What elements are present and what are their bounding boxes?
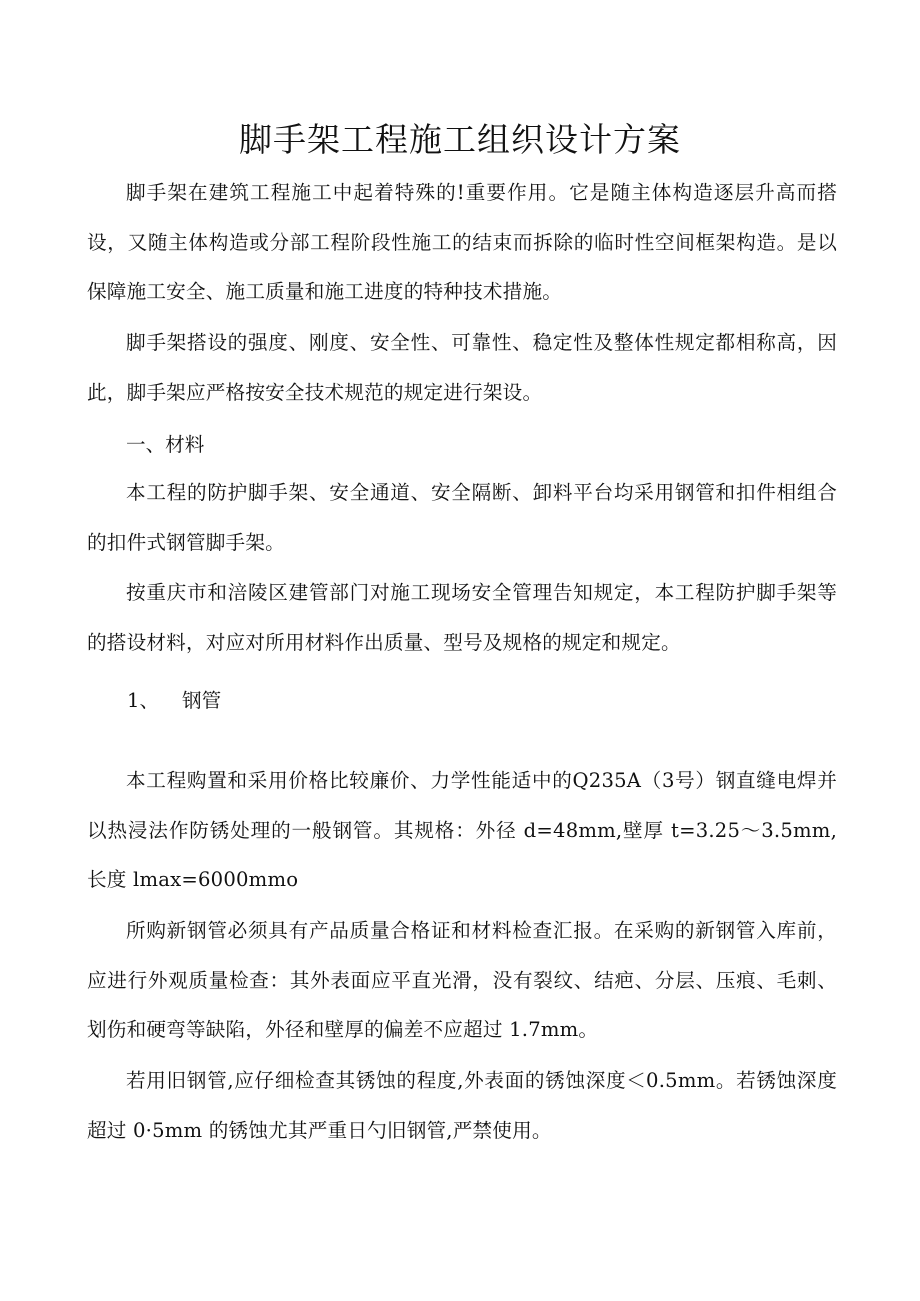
subsection-number: 1、 xyxy=(127,689,160,712)
paragraph-new-pipe-inspection: 所购新钢管必须具有产品质量合格证和材料检查汇报。在采购的新钢管入库前，应进行外观质量检查：其外表面应平直光滑，没有裂纹、结疤、分层、压痕、毛刺、划伤和硬弯等缺陷，外径和壁厚的偏差不应超过 1.7mm。 xyxy=(87,919,837,1041)
paragraph-old-pipe-corrosion: 若用旧钢管,应仔细检查其锈蚀的程度,外表面的锈蚀深度＜0.5mm。若锈蚀深度超过 0·5mm 的锈蚀尤其严重日勺旧钢管,严禁使用。 xyxy=(87,1069,837,1142)
paragraph-requirements: 脚手架搭设的强度、刚度、安全性、可靠性、稳定性及整体性规定都相称高，因此，脚手架应严格按安全技术规范的规定进行架设。 xyxy=(87,331,837,404)
subsection-heading-steel-pipe xyxy=(127,686,221,716)
section-heading-materials: 一、材料 xyxy=(126,433,205,456)
paragraph-intro: 脚手架在建筑工程施工中起着特殊的!重要作用。它是随主体构造逐层升高而搭设，又随主体构造或分部工程阶段性施工的结束而拆除的临时性空间框架构造。是以保障施工安全、施工质量和施工进度的特种技术措施。 xyxy=(87,181,837,303)
paragraph-material-rules: 按重庆市和涪陵区建管部门对施工现场安全管理告知规定，本工程防护脚手架等的搭设材料，对应对所用材料作出质量、型号及规格的规定和规定。 xyxy=(87,581,837,654)
subsection-label: 钢管 xyxy=(182,689,222,712)
paragraph-pipe-spec: 本工程购置和采用价格比较廉价、力学性能适中的Q235A（3号）钢直缝电焊并以热浸法作防锈处理的一般钢管。其规格：外径 d=48mm,壁厚 t=3.25～3.5mm,长度 lmax=6000mmo xyxy=(87,769,837,891)
document-title: 脚手架工程施工组织设计方案 xyxy=(239,120,681,159)
paragraph-scaffold-type: 本工程的防护脚手架、安全通道、安全隔断、卸料平台均采用钢管和扣件相组合的扣件式钢管脚手架。 xyxy=(87,481,837,554)
